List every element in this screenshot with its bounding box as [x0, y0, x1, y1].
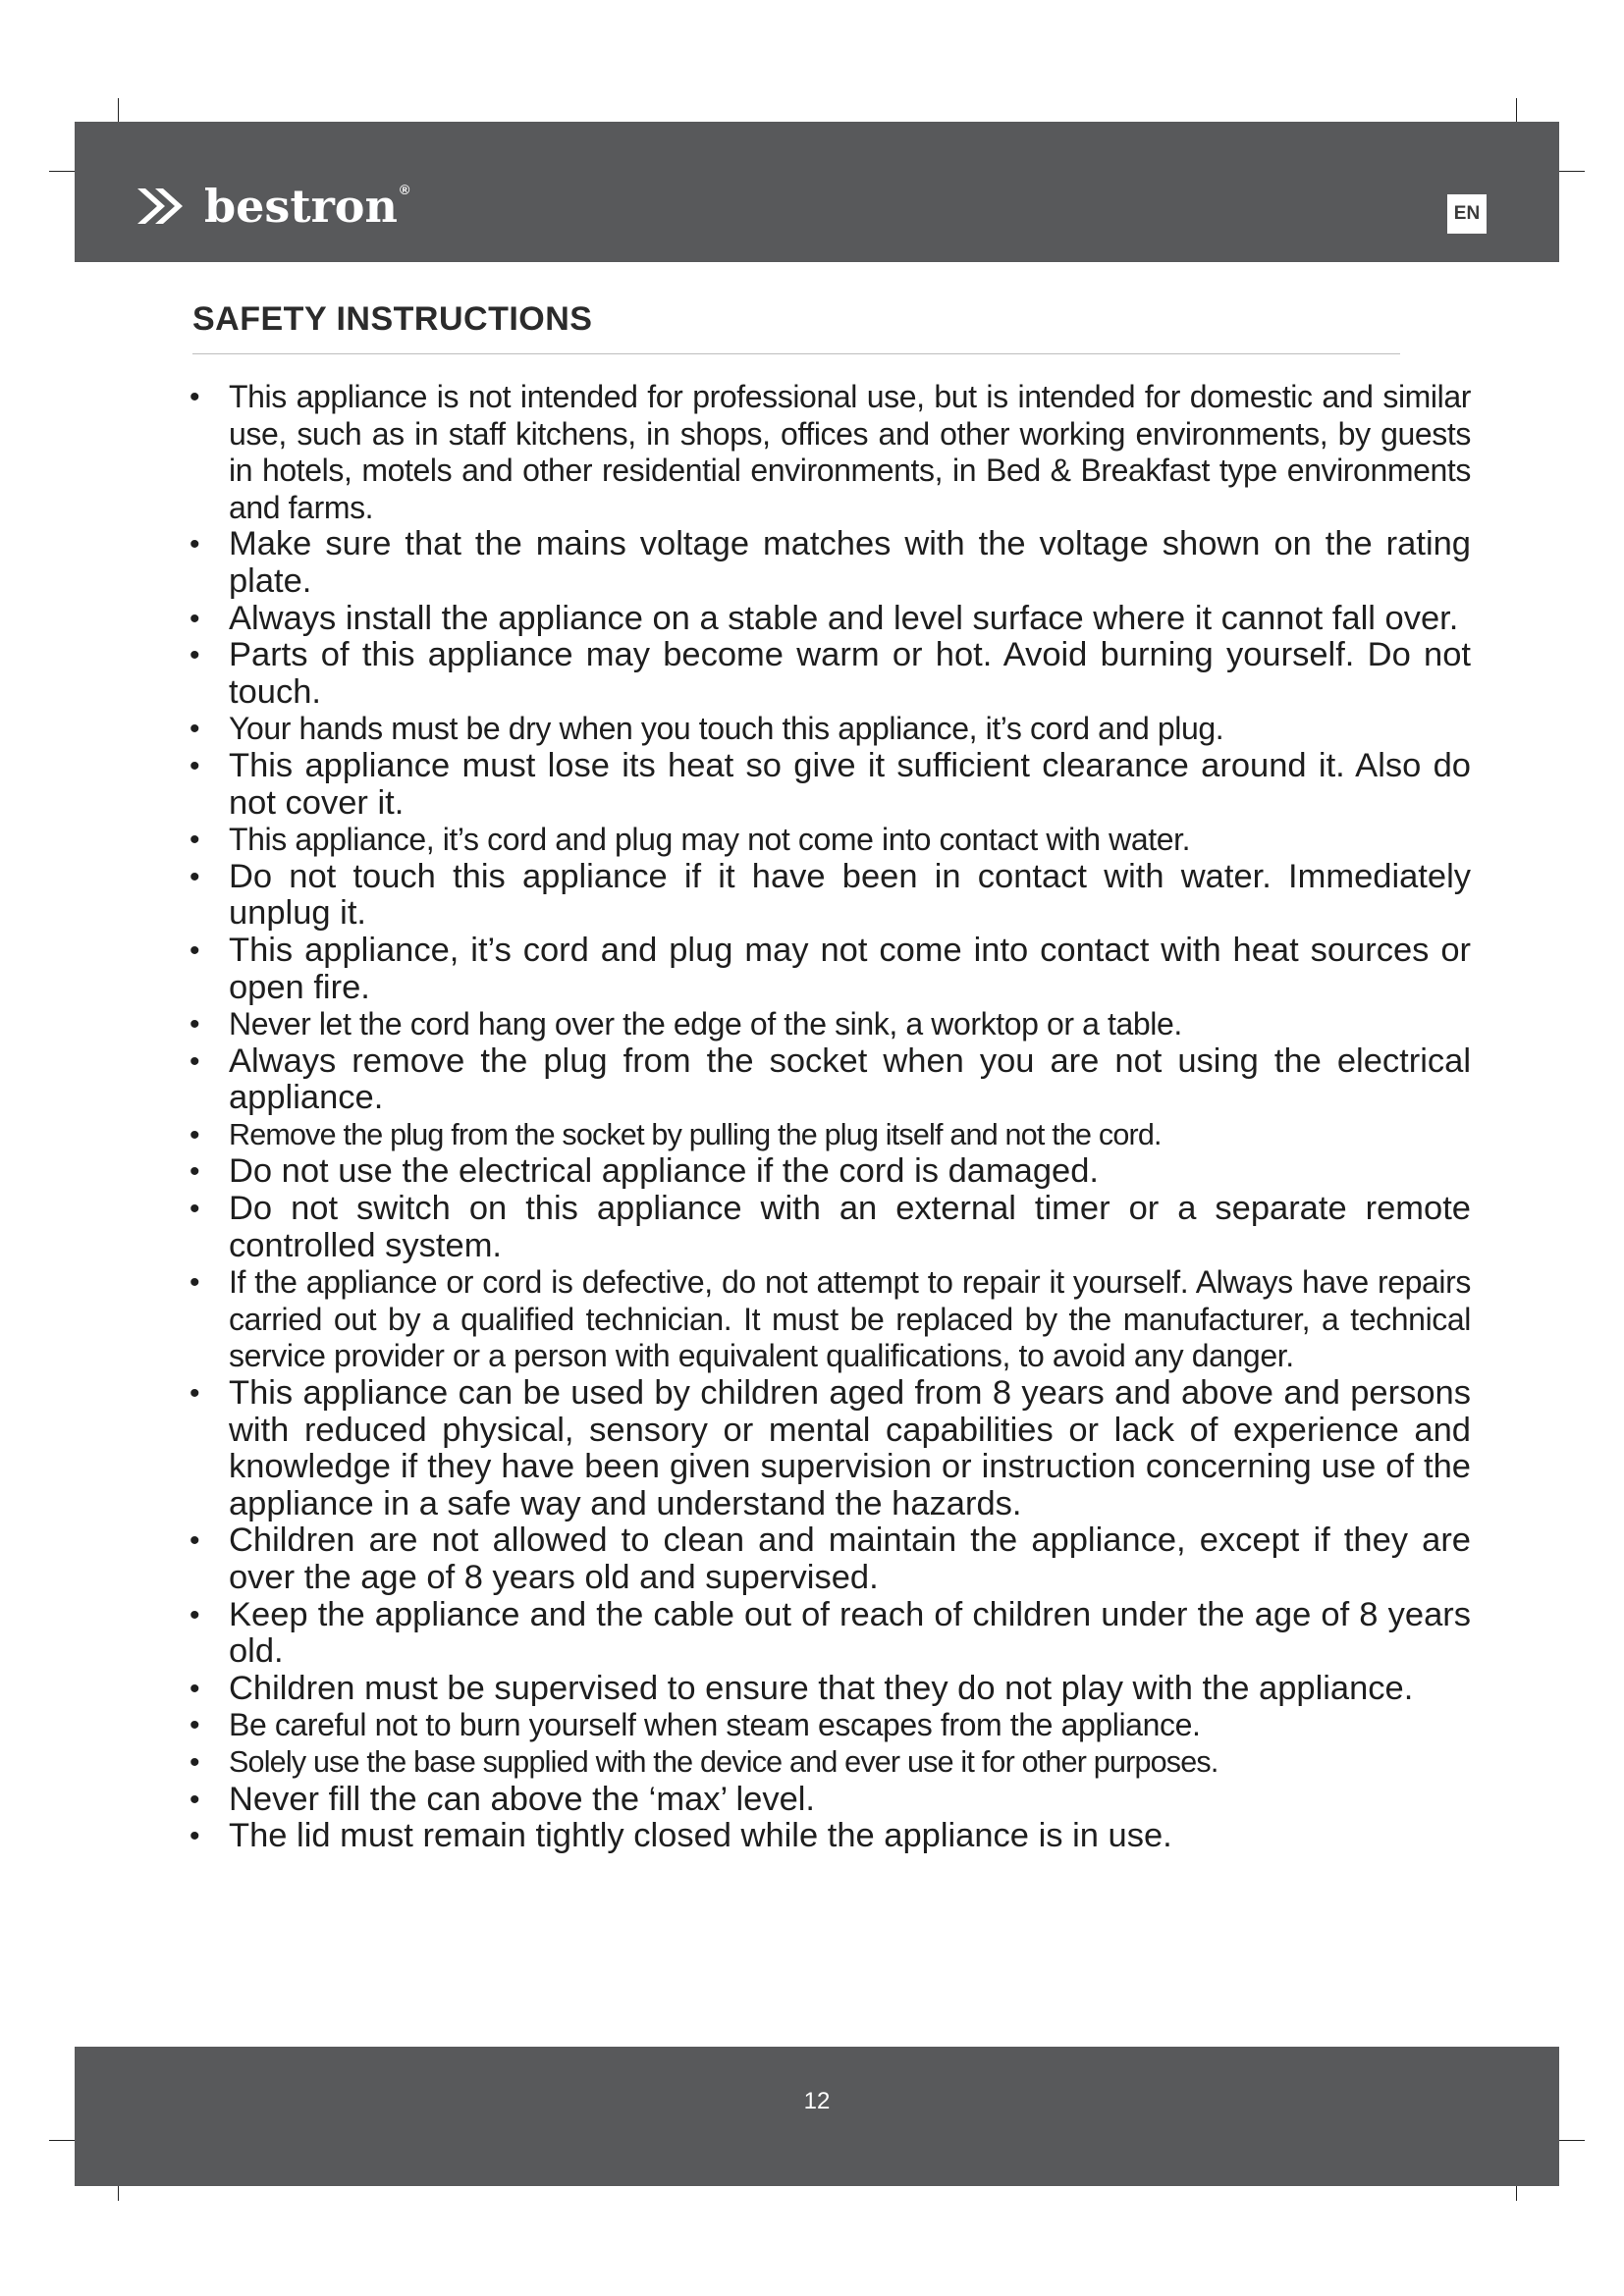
- list-item: • Do not use the electrical appliance if the cord is damaged.: [185, 1153, 1471, 1191]
- list-item: • Never let the cord hang over the edge of the sink, a worktop or a table.: [185, 1006, 1471, 1043]
- brand-logo: [135, 180, 410, 233]
- page-number: 12: [803, 2088, 831, 2114]
- list-item: • This appliance, it’s cord and plug may not come into contact with water.: [185, 822, 1471, 859]
- section-title: SAFETY INSTRUCTIONS: [192, 300, 593, 338]
- list-item: • Solely use the base supplied with the device and ever use it for other purposes.: [185, 1744, 1471, 1782]
- list-item: • Do not touch this appliance if it have been in contact with water. Immediately unplug it.: [185, 859, 1471, 933]
- list-item: • Always install the appliance on a stable and level surface where it cannot fall over.: [185, 601, 1471, 638]
- list-item: • Parts of this appliance may become warm or hot. Avoid burning yourself. Do not touch.: [185, 637, 1471, 711]
- chevron-logo-icon: [135, 187, 194, 226]
- list-item: • This appliance, it’s cord and plug may not come into contact with heat sources or open fire.: [185, 933, 1471, 1006]
- list-item: • Never fill the can above the ‘max’ level.: [185, 1782, 1471, 1819]
- language-badge: EN: [1447, 194, 1487, 234]
- list-item: • Do not switch on this appliance with an external timer or a separate remote controlled system.: [185, 1191, 1471, 1264]
- list-item: • Make sure that the mains voltage matches with the voltage shown on the rating plate.: [185, 526, 1471, 600]
- list-item: • If the appliance or cord is defective, do not attempt to repair it yourself. Always have repairs carried out by a qualified technician. It must be replaced by the manufacturer, a technical service provider or a person with equivalent qualifications, to avoid any danger.: [185, 1264, 1471, 1375]
- list-item: • Remove the plug from the socket by pulling the plug itself and not the cord.: [185, 1117, 1471, 1154]
- header-band: [75, 122, 1559, 262]
- footer-band: [75, 2047, 1559, 2186]
- list-item: • Children are not allowed to clean and maintain the appliance, except if they are over the age of 8 years old and supervised.: [185, 1522, 1471, 1596]
- list-item: • Keep the appliance and the cable out of reach of children under the age of 8 years old.: [185, 1597, 1471, 1671]
- list-item: • Children must be supervised to ensure that they do not play with the appliance.: [185, 1671, 1471, 1708]
- list-item: • This appliance must lose its heat so give it sufficient clearance around it. Also do not cover it.: [185, 748, 1471, 822]
- list-item: • The lid must remain tightly closed while the appliance is in use.: [185, 1818, 1471, 1855]
- list-item: • Your hands must be dry when you touch this appliance, it’s cord and plug.: [185, 711, 1471, 748]
- brand-name: bestron ®: [204, 180, 410, 233]
- list-item: • This appliance is not intended for professional use, but is intended for domestic and similar use, such as in staff kitchens, in shops, offices and other working environments, by guests in hotels, motels and other residential environments, in Bed & Breakfast type environments and farms.: [185, 379, 1471, 526]
- title-divider: [192, 353, 1400, 354]
- safety-instructions-list: [185, 379, 1471, 1855]
- list-item: • Be careful not to burn yourself when steam escapes from the appliance.: [185, 1707, 1471, 1744]
- list-item: • Always remove the plug from the socket when you are not using the electrical appliance.: [185, 1043, 1471, 1117]
- list-item: • This appliance can be used by children aged from 8 years and above and persons with reduced physical, sensory or mental capabilities or lack of experience and knowledge if they have been given supervision or instruction concerning use of the appliance in a safe way and understand the hazards.: [185, 1375, 1471, 1522]
